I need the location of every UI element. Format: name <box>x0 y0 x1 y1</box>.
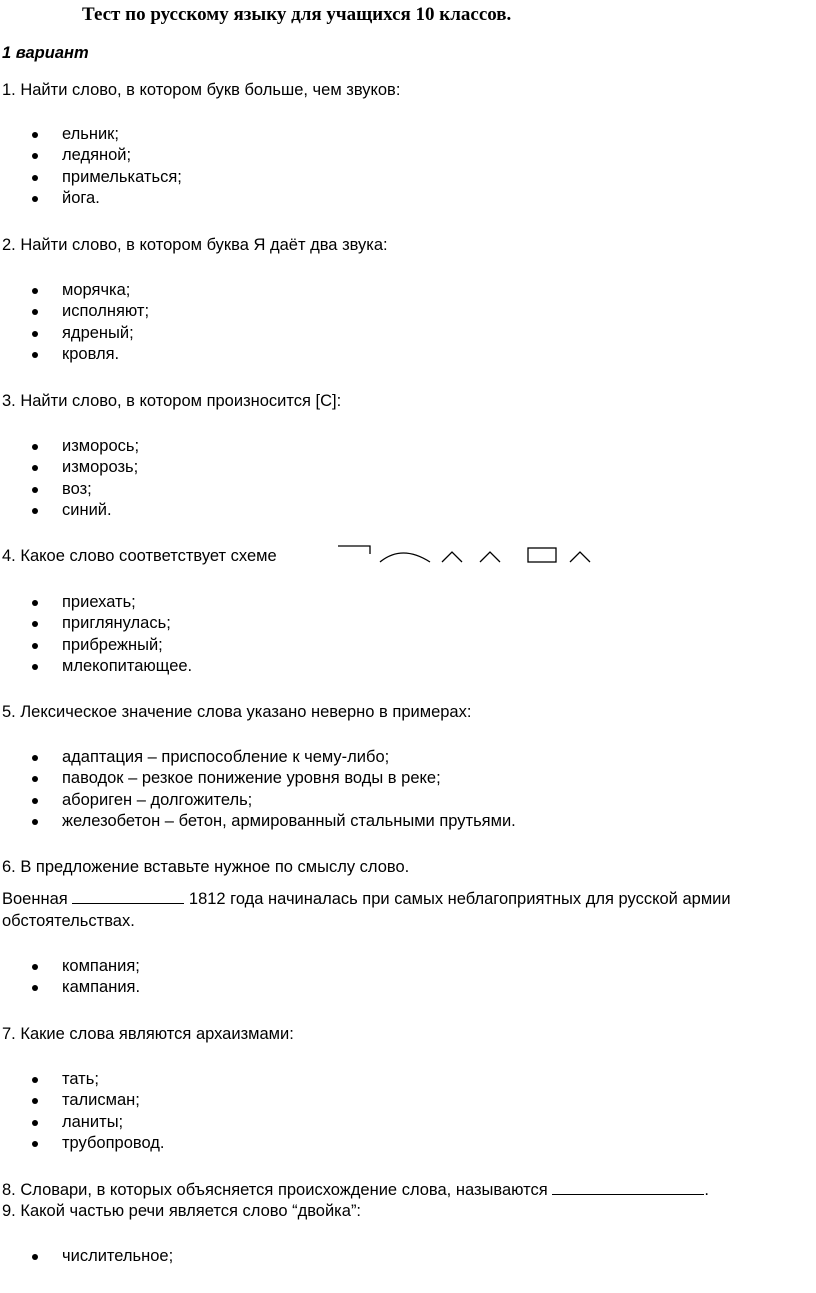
question-4: 4. Какое слово соответствует схеме <box>2 547 277 565</box>
variant-heading: 1 вариант <box>2 44 89 62</box>
question-7: 7. Какие слова являются архаизмами: <box>2 1025 294 1043</box>
list-item: изморось; <box>0 436 139 457</box>
list-item: ельник; <box>0 124 182 145</box>
answer-blank <box>72 889 184 904</box>
list-item: прибрежный; <box>0 635 192 656</box>
question-8 <box>2 1180 709 1200</box>
question-4-options <box>0 592 192 677</box>
list-item: исполняют; <box>0 301 149 322</box>
page-title: Тест по русскому языку для учащихся 10 классов. <box>82 4 512 25</box>
list-item: изморозь; <box>0 457 139 478</box>
question-5: 5. Лексическое значение слова указано неверно в примерах: <box>2 703 472 721</box>
list-item: числительное; <box>0 1246 173 1267</box>
list-item: адаптация – приспособление к чему-либо; <box>0 747 516 768</box>
list-item: трубопровод. <box>0 1133 165 1154</box>
question-6: 6. В предложение вставьте нужное по смыслу слово. <box>2 858 410 876</box>
list-item: компания; <box>0 956 140 977</box>
question-2-options <box>0 280 149 365</box>
question-9: 9. Какой частью речи является слово “двойка”: <box>2 1202 362 1220</box>
list-item: йога. <box>0 188 182 209</box>
list-item: талисман; <box>0 1090 165 1111</box>
list-item: железобетон – бетон, армированный стальными прутьями. <box>0 811 516 832</box>
answer-blank <box>552 1180 704 1195</box>
question-1: 1. Найти слово, в котором букв больше, чем звуков: <box>2 81 401 99</box>
morpheme-scheme-icon <box>338 540 600 566</box>
list-item: абориген – долгожитель; <box>0 790 516 811</box>
list-item: ядреный; <box>0 323 149 344</box>
list-item: кровля. <box>0 344 149 365</box>
question-8-text: 8. Словари, в которых объясняется происхождение слова, называются <box>2 1181 548 1199</box>
list-item: приглянулась; <box>0 613 192 634</box>
list-item: ланиты; <box>0 1112 165 1133</box>
list-item: тать; <box>0 1069 165 1090</box>
question-1-options <box>0 124 182 209</box>
sentence-start: Военная <box>2 890 68 908</box>
list-item: примелькаться; <box>0 167 182 188</box>
list-item: ледяной; <box>0 145 182 166</box>
list-item: морячка; <box>0 280 149 301</box>
question-6-options <box>0 956 140 999</box>
question-3: 3. Найти слово, в котором произносится [С]: <box>2 392 342 410</box>
list-item: синий. <box>0 500 139 521</box>
list-item: паводок – резкое понижение уровня воды в реке; <box>0 768 516 789</box>
question-8-end: . <box>704 1181 709 1199</box>
list-item: кампания. <box>0 977 140 998</box>
list-item: воз; <box>0 479 139 500</box>
question-3-options <box>0 436 139 521</box>
question-9-options <box>0 1246 173 1267</box>
sentence-end: 1812 года начиналась при самых неблагоприятных для русской армии обстоятельствах. <box>2 890 731 930</box>
list-item: млекопитающее. <box>0 656 192 677</box>
list-item: приехать; <box>0 592 192 613</box>
question-5-options <box>0 747 516 832</box>
question-6-sentence <box>2 888 812 932</box>
question-2: 2. Найти слово, в котором буква Я даёт два звука: <box>2 236 388 254</box>
question-7-options <box>0 1069 165 1154</box>
